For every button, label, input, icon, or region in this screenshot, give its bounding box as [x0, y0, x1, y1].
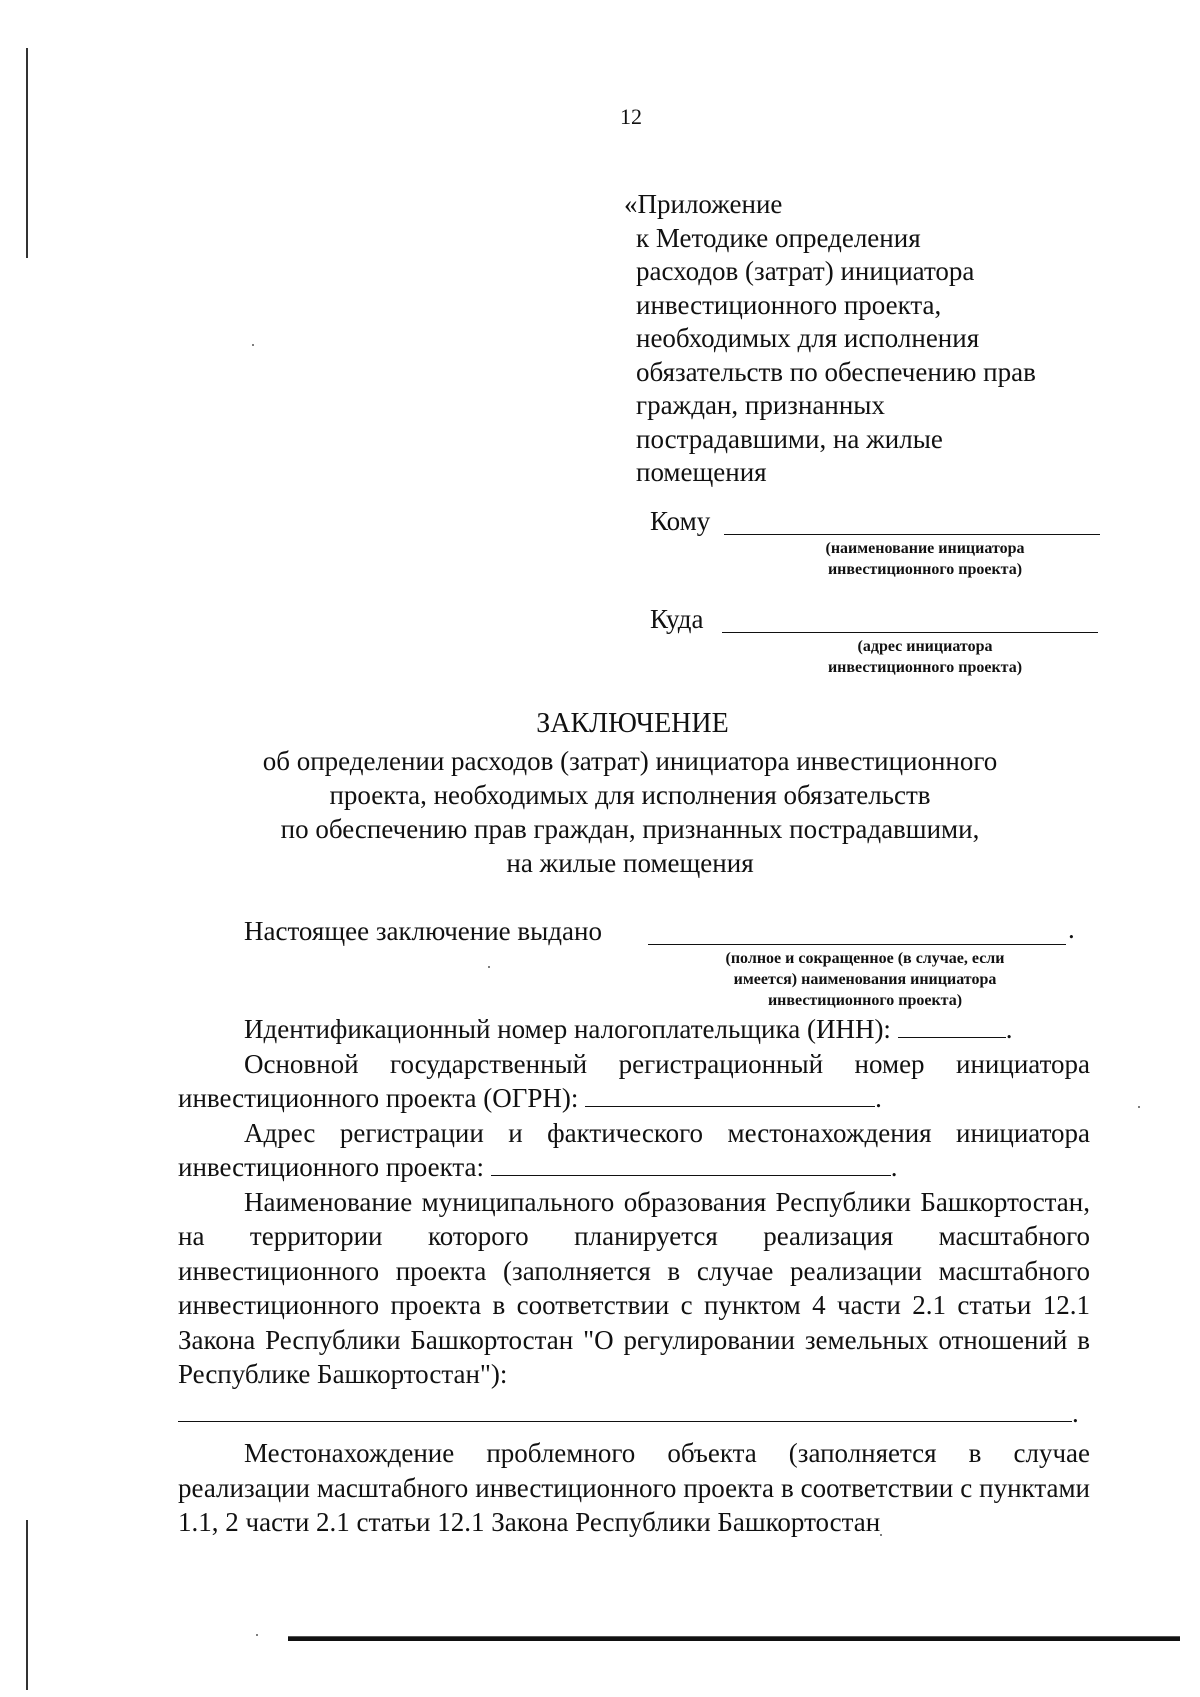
- municipality-label: Наименование муниципального образования Республики Башкортостан, на территории которого планируется реализация масштабного инвестиционного проекта (заполняется в случае реализации масштабного инвестиционного проекта в соответствии с пунктом 4 части 2.1 статьи 12.1 Закона Республики Башкортостан "О регулировании земельных отношений в Республике Башкортостан"):: [178, 1186, 1090, 1389]
- address-input-line[interactable]: [491, 1153, 891, 1176]
- issued-field-caption: (полное и сокращенное (в случае, если имеется) наименования инициатора инвестиционного проекта): [725, 950, 1005, 1009]
- municipality-input-row: .: [178, 1396, 1090, 1431]
- subtitle-line: по обеспечению прав граждан, признанных пострадавшими,: [280, 814, 980, 844]
- ogrn-paragraph: Основной государственный регистрационный номер инициатора инвестиционного проекта (ОГРН): .: [178, 1048, 1090, 1113]
- address-field: [650, 604, 704, 635]
- subtitle-line: об определении расходов (затрат) инициатора инвестиционного: [262, 746, 998, 776]
- scan-speck: [256, 1634, 258, 1636]
- ogrn-label: Основной государственный регистрационный номер инициатора инвестиционного проекта (ОГРН):: [178, 1048, 1090, 1113]
- appendix-line: обязательств по обеспечению прав: [636, 356, 1036, 387]
- appendix-line: необходимых для исполнения: [636, 323, 980, 353]
- ogrn-input-line[interactable]: [585, 1084, 875, 1107]
- bottom-scan-rule: [288, 1637, 1180, 1641]
- to-field: [650, 506, 710, 537]
- address-paragraph: Адрес регистрации и фактического местонахождения инициатора инвестиционного проекта: .: [178, 1117, 1090, 1182]
- appendix-line: расходов (затрат) инициатора: [636, 256, 975, 286]
- page-number: 12: [620, 104, 642, 129]
- scan-speck: [252, 344, 254, 346]
- municipality-paragraph: [178, 1185, 1090, 1431]
- inn-label: Идентификационный номер налогоплательщика (ИНН):: [244, 1014, 891, 1044]
- issued-field-period: .: [1068, 914, 1075, 944]
- to-field-caption: (наименование инициатора инвестиционного проекта): [825, 540, 1025, 578]
- location-label: Местонахождение проблемного объекта (заполняется в случае реализации масштабного инвестиционного проекта в соответствии с пунктами 1.1, 2 части 2.1 статьи 12.1 Закона Республики Башкортостан: [178, 1438, 1090, 1537]
- appendix-line: инвестиционного проекта,: [636, 289, 942, 320]
- to-field-label: Кому: [650, 506, 711, 536]
- subtitle-line: на жилые помещения: [506, 848, 754, 878]
- scan-edge-line: [26, 1520, 28, 1690]
- appendix-line: помещения: [636, 457, 767, 487]
- scan-edge-line: [26, 48, 28, 258]
- to-field-line[interactable]: [724, 508, 1100, 535]
- appendix-line: к Методике определения: [636, 222, 921, 253]
- address-field-caption: (адрес инициатора инвестиционного проекта): [827, 638, 1023, 676]
- document-title: ЗАКЛЮЧЕНИЕ: [536, 708, 729, 739]
- issued-field-line[interactable]: [648, 918, 1066, 945]
- appendix-line: пострадавшими, на жилые: [636, 423, 943, 454]
- municipality-input-line[interactable]: [178, 1399, 1072, 1422]
- scan-speck: [1138, 1106, 1140, 1108]
- location-paragraph: [178, 1436, 1090, 1540]
- body-paragraphs: [178, 1012, 1090, 1540]
- inn-paragraph: Идентификационный номер налогоплательщика (ИНН): .: [244, 1014, 1013, 1044]
- issued-field: [244, 916, 602, 947]
- address-field-label: Куда: [650, 604, 704, 634]
- appendix-header: [624, 188, 1106, 490]
- issued-field-label: Настоящее заключение выдано: [244, 916, 602, 946]
- address-field-line[interactable]: [722, 606, 1098, 633]
- appendix-line: граждан, признанных: [636, 390, 885, 420]
- subtitle-line: проекта, необходимых для исполнения обязательств: [329, 780, 931, 810]
- inn-input-line[interactable]: [898, 1015, 1006, 1038]
- document-subtitle: [180, 744, 1080, 880]
- appendix-line: «Приложение: [624, 189, 783, 219]
- address-label: Адрес регистрации и фактического местонахождения инициатора инвестиционного проекта:: [178, 1117, 1090, 1182]
- scan-speck: [488, 966, 490, 968]
